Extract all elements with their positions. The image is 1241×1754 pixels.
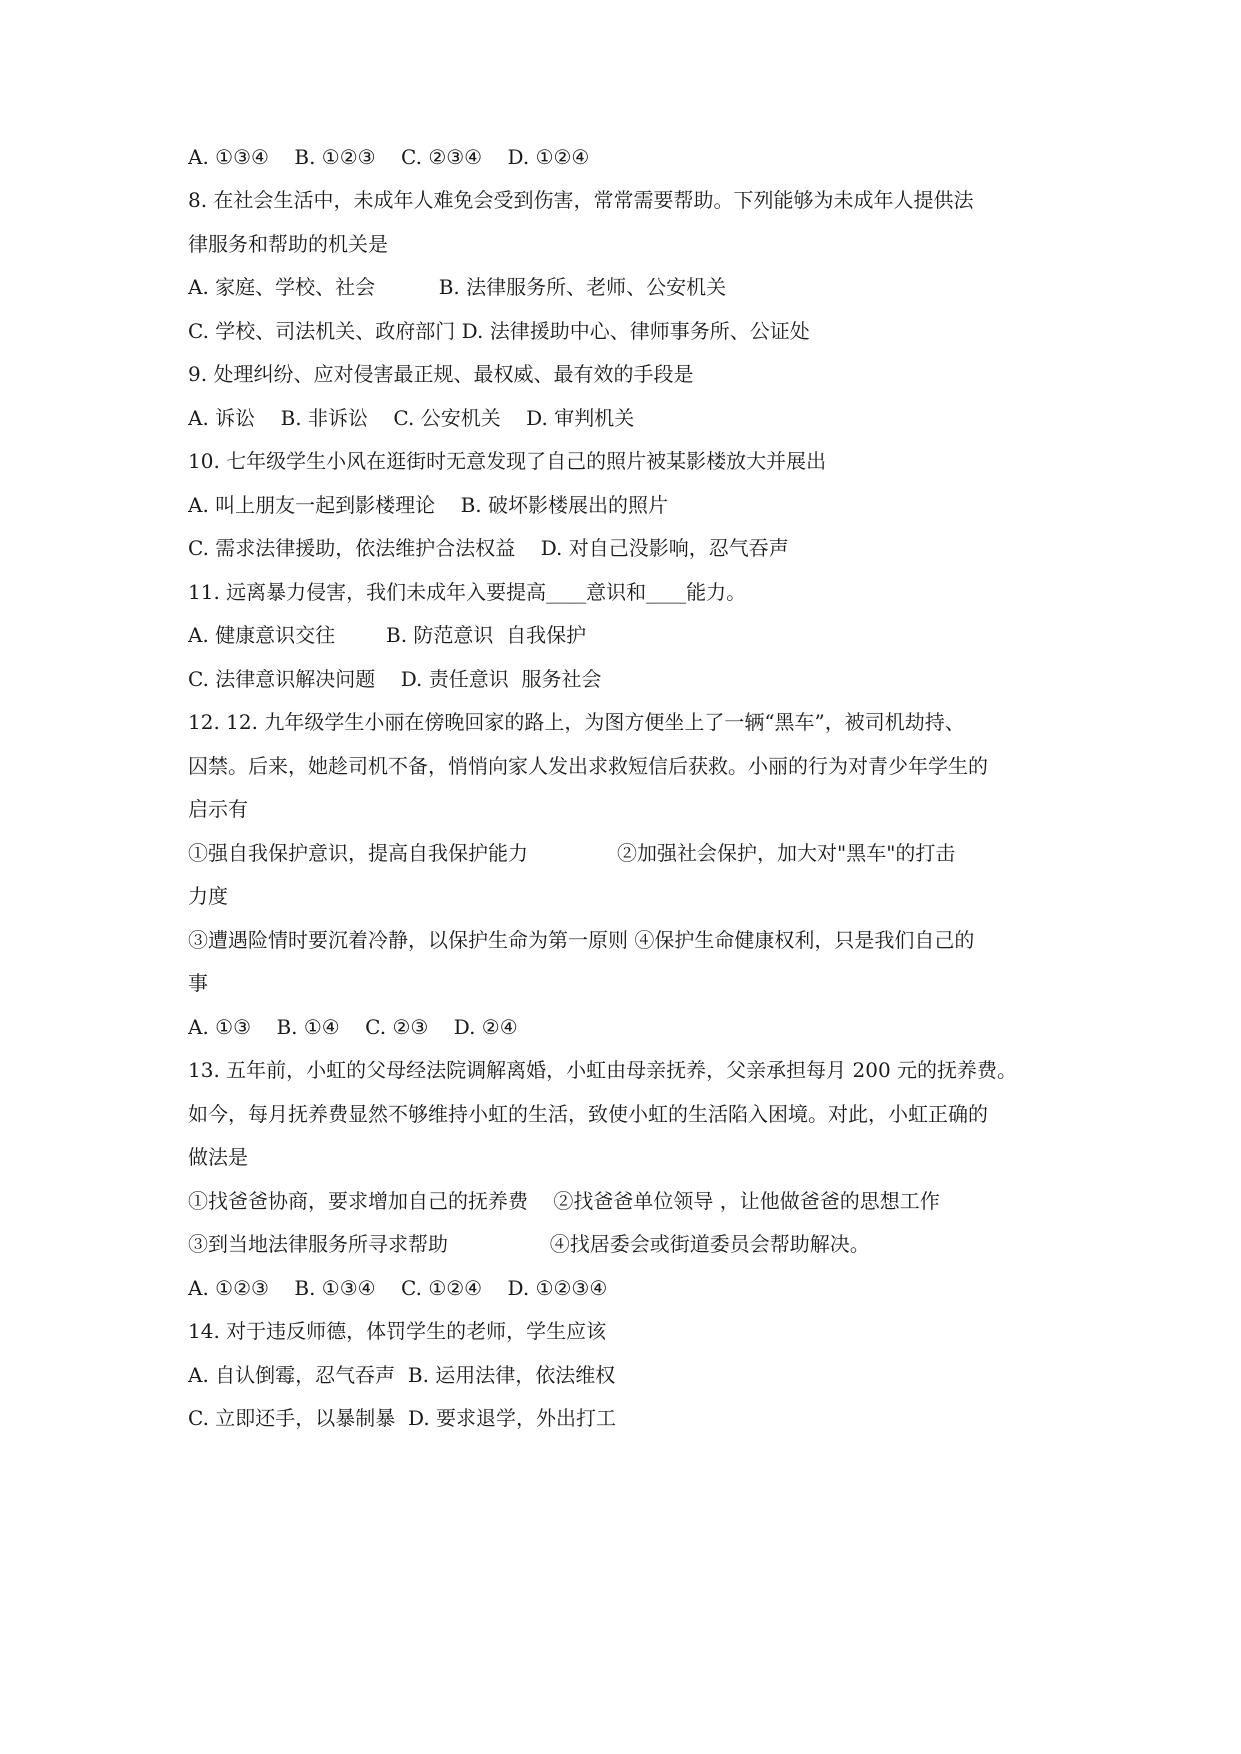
text-line: A. 诉讼 B. 非诉讼 C. 公安机关 D. 审判机关 <box>188 406 635 430</box>
text-line: 做法是 <box>188 1145 248 1169</box>
text-line: 11. 远离暴力侵害，我们未成年入要提高____意识和____能力。 <box>188 580 747 604</box>
text-line: 力度 <box>188 884 228 908</box>
text-line: 14. 对于违反师德，体罚学生的老师，学生应该 <box>188 1319 607 1343</box>
text-line: 囚禁。后来，她趁司机不备，悄悄向家人发出求救短信后获救。小丽的行为对青少年学生的 <box>188 754 988 778</box>
text-line: ①强自我保护意识，提高自我保护能力 ②加强社会保护，加大对"黑车"的打击 <box>188 841 956 865</box>
text-line: A. 家庭、学校、社会 B. 法律服务所、老师、公安机关 <box>188 275 727 299</box>
text-line: 如今，每月抚养费显然不够维持小虹的生活，致使小虹的生活陷入困境。对此，小虹正确的 <box>188 1102 988 1126</box>
text-line: A. ①②③ B. ①③④ C. ①②④ D. ①②③④ <box>188 1276 608 1300</box>
text-line: C. 需求法律援助，依法维护合法权益 D. 对自己没影响，忍气吞声 <box>188 536 789 560</box>
text-line: A. 自认倒霉，忍气吞声 B. 运用法律，依法维权 <box>188 1363 616 1387</box>
text-line: A. 叫上朋友一起到影楼理论 B. 破坏影楼展出的照片 <box>188 493 668 517</box>
text-line: 事 <box>188 971 208 995</box>
text-line: ③到当地法律服务所寻求帮助 ④找居委会或街道委员会帮助解决。 <box>188 1232 870 1256</box>
text-line: 8. 在社会生活中，未成年人难免会受到伤害，常常需要帮助。下列能够为未成年人提供法 <box>188 188 974 212</box>
text-line: C. 立即还手，以暴制暴 D. 要求退学，外出打工 <box>188 1406 617 1430</box>
text-line: ①找爸爸协商，要求增加自己的抚养费 ②找爸爸单位领导 ，让他做爸爸的思想工作 <box>188 1189 940 1213</box>
text-line: C. 法律意识解决问题 D. 责任意识 服务社会 <box>188 667 602 691</box>
text-line: A. ①③④ B. ①②③ C. ②③④ D. ①②④ <box>188 145 590 169</box>
text-line: A. 健康意识交往 B. 防范意识 自我保护 <box>188 623 587 647</box>
text-line: C. 学校、司法机关、政府部门 D. 法律援助中心、律师事务所、公证处 <box>188 319 810 343</box>
text-line: ③遭遇险情时要沉着冷静，以保护生命为第一原则 ④保护生命健康权利，只是我们自己的 <box>188 928 975 952</box>
text-line: 12. 12. 九年级学生小丽在傍晚回家的路上，为图方便坐上了一辆“黑车”，被司机劫持、 <box>188 710 965 734</box>
text-line: 启示有 <box>188 797 248 821</box>
text-line: 律服务和帮助的机关是 <box>188 232 388 256</box>
text-line: A. ①③ B. ①④ C. ②③ D. ②④ <box>188 1015 518 1039</box>
text-line: 9. 处理纠纷、应对侵害最正规、最权威、最有效的手段是 <box>188 362 694 386</box>
text-line: 13. 五年前，小虹的父母经法院调解离婚，小虹由母亲抚养，父亲承担每月 200 元的抚养费。 <box>188 1058 1018 1082</box>
text-line: 10. 七年级学生小风在逛街时无意发现了自己的照片被某影楼放大并展出 <box>188 449 827 473</box>
